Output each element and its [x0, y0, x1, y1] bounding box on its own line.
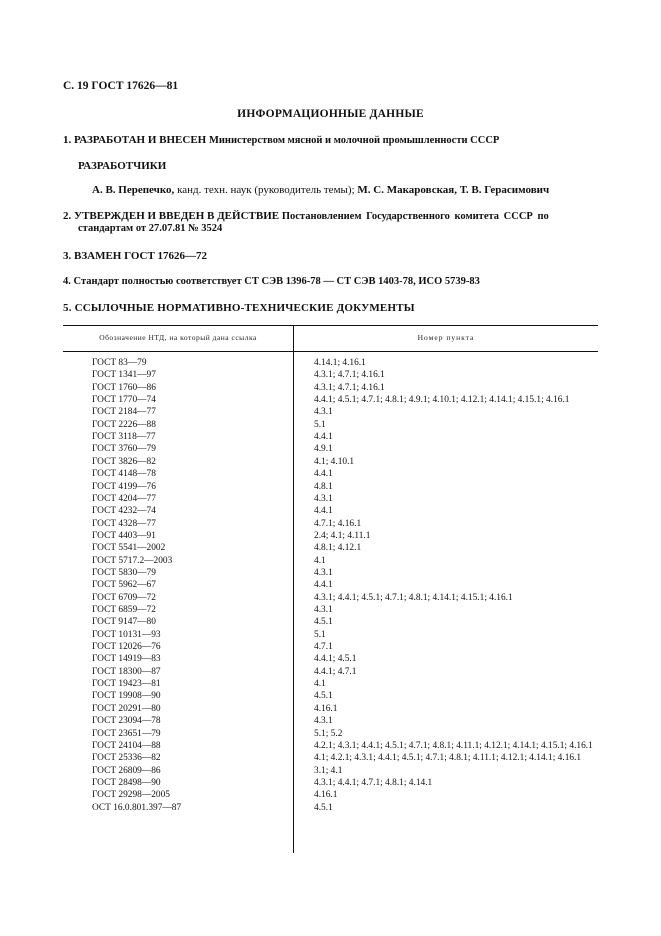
- table-top-rule: [63, 325, 598, 326]
- document-designation: ГОСТ 24104—88: [92, 740, 161, 751]
- table-row: [0, 629, 661, 641]
- table-row: [0, 641, 661, 653]
- document-designation: ГОСТ 5717.2—2003: [92, 555, 173, 566]
- item-numbers: 3.1; 4.1: [314, 765, 343, 776]
- document-designation: ГОСТ 5541—2002: [92, 543, 166, 554]
- developer-1-role: канд. техн. наук (руководитель темы);: [177, 184, 355, 196]
- table-row: [0, 382, 661, 394]
- section-4-number: 4.: [63, 276, 71, 287]
- item-numbers: 4.1: [314, 679, 326, 690]
- table-row: [0, 357, 661, 369]
- table-row: [0, 456, 661, 468]
- section-5-text: ССЫЛОЧНЫЕ НОРМАТИВНО-ТЕХНИЧЕСКИЕ ДОКУМЕНТЫ: [74, 302, 415, 314]
- table-row: [0, 518, 661, 530]
- document-designation: ГОСТ 23094—78: [92, 716, 161, 727]
- item-numbers: 4.3.1; 4.7.1; 4.16.1: [314, 382, 385, 393]
- table-row: [0, 740, 661, 752]
- table-row: [0, 592, 661, 604]
- item-numbers: 4.1: [314, 555, 326, 566]
- section-2-text-1: Постановлением Государственного комитета СССР по: [281, 211, 549, 222]
- section-4-text: Стандарт полностью соответствует СТ СЭВ 1396-78 — СТ СЭВ 1403-78, ИСО 5739-83: [73, 276, 480, 287]
- document-designation: ГОСТ 4199—76: [92, 481, 156, 492]
- item-numbers: 4.3.1; 4.4.1; 4.5.1; 4.7.1; 4.8.1; 4.14.1; 4.15.1; 4.16.1: [314, 592, 513, 603]
- section-2-heading: УТВЕРЖДЕН И ВВЕДЕН В ДЕЙСТВИЕ: [74, 210, 280, 222]
- table-header-rule: [63, 351, 598, 352]
- item-numbers: 4.3.1: [314, 716, 333, 727]
- item-numbers: 5.1: [314, 629, 326, 640]
- table-row: [0, 616, 661, 628]
- table-row: [0, 443, 661, 455]
- developer-1-name: А. В. Перепечко,: [92, 184, 175, 196]
- item-numbers: 4.14.1; 4.16.1: [314, 358, 366, 368]
- table-row: [0, 493, 661, 505]
- document-designation: ГОСТ 23651—79: [92, 728, 161, 739]
- document-designation: ГОСТ 19423—81: [92, 679, 161, 690]
- document-designation: ГОСТ 1341—97: [92, 370, 156, 381]
- document-designation: ГОСТ 83—79: [92, 358, 147, 368]
- item-numbers: 4.8.1; 4.12.1: [314, 543, 362, 554]
- item-numbers: 4.8.1: [314, 481, 333, 492]
- item-numbers: 4.3.1: [314, 605, 333, 615]
- item-numbers: 4.4.1: [314, 580, 333, 591]
- table-row: [0, 555, 661, 567]
- table-row: [0, 369, 661, 381]
- document-designation: ГОСТ 12026—76: [92, 642, 161, 653]
- item-numbers: 4.5.1: [314, 617, 333, 628]
- item-numbers: 5.1; 5.2: [314, 728, 343, 739]
- item-numbers: 4.3.1: [314, 493, 333, 504]
- document-designation: ГОСТ 6859—72: [92, 605, 156, 615]
- table-row: [0, 789, 661, 801]
- developers-others: М. С. Макаровская, Т. В. Герасимович: [357, 184, 550, 196]
- document-designation: ГОСТ 18300—87: [92, 666, 161, 677]
- document-designation: ГОСТ 10131—93: [92, 629, 161, 640]
- section-2-line-1: [63, 210, 549, 222]
- document-designation: ГОСТ 5962—67: [92, 580, 156, 591]
- document-designation: ГОСТ 6709—72: [92, 592, 156, 603]
- section-3-text: ВЗАМЕН ГОСТ 17626—72: [74, 250, 208, 262]
- section-1: [63, 134, 499, 146]
- section-1-heading: РАЗРАБОТАН И ВНЕСЕН: [74, 134, 207, 146]
- section-2-number: 2.: [63, 210, 72, 222]
- item-numbers: 4.3.1: [314, 407, 333, 418]
- table-row: [0, 703, 661, 715]
- document-designation: ГОСТ 28498—90: [92, 777, 161, 788]
- table-row: [0, 678, 661, 690]
- document-designation: ГОСТ 29298—2005: [92, 790, 170, 801]
- document-designation: ГОСТ 4403—91: [92, 530, 156, 541]
- document-designation: ГОСТ 3826—82: [92, 456, 156, 467]
- item-numbers: 4.1; 4.10.1: [314, 456, 355, 467]
- developers-line: [92, 184, 549, 196]
- table-row: [0, 752, 661, 764]
- table-row: [0, 666, 661, 678]
- item-numbers: 4.16.1: [314, 703, 338, 714]
- section-5-number: 5.: [63, 302, 72, 314]
- document-designation: ГОСТ 26809—86: [92, 765, 161, 776]
- column-header-items: Номер пункта: [417, 333, 475, 342]
- item-numbers: 4.1; 4.2.1; 4.3.1; 4.4.1; 4.5.1; 4.7.1; 4.8.1; 4.11.1; 4.12.1; 4.14.1; 4.16.1: [314, 753, 582, 764]
- table-row: [0, 567, 661, 579]
- document-designation: ГОСТ 1760—86: [92, 382, 156, 393]
- item-numbers: 4.7.1: [314, 642, 333, 653]
- section-5: [63, 302, 415, 314]
- document-designation: ГОСТ 19908—90: [92, 691, 161, 702]
- table-row: [0, 765, 661, 777]
- document-designation: ГОСТ 1770—74: [92, 395, 156, 406]
- item-numbers: 4.2.1; 4.3.1; 4.4.1; 4.5.1; 4.7.1; 4.8.1; 4.11.1; 4.12.1; 4.14.1; 4.15.1; 4.16.1: [314, 740, 593, 751]
- item-numbers: 4.4.1: [314, 506, 333, 517]
- table-row: [0, 431, 661, 443]
- document-designation: ГОСТ 3760—79: [92, 444, 156, 455]
- item-numbers: 4.3.1; 4.4.1; 4.7.1; 4.8.1; 4.14.1: [314, 777, 433, 788]
- table-row: [0, 419, 661, 431]
- table-row: [0, 653, 661, 665]
- table-row: [0, 468, 661, 480]
- table-row: [0, 406, 661, 418]
- document-designation: ГОСТ 2226—88: [92, 419, 156, 430]
- table-row: [0, 690, 661, 702]
- section-1-text: Министерством мясной и молочной промышленности СССР: [208, 135, 500, 146]
- document-designation: ГОСТ 4328—77: [92, 518, 156, 529]
- page-title: ИНФОРМАЦИОННЫЕ ДАННЫЕ: [237, 108, 424, 120]
- document-designation: ГОСТ 3118—77: [92, 432, 156, 443]
- section-3: [63, 250, 207, 262]
- item-numbers: 4.5.1: [314, 802, 333, 813]
- document-designation: ГОСТ 4204—77: [92, 493, 156, 504]
- document-designation: ГОСТ 2184—77: [92, 407, 156, 418]
- developers-heading: РАЗРАБОТЧИКИ: [78, 160, 167, 172]
- table-row: [0, 505, 661, 517]
- item-numbers: 4.4.1; 4.5.1; 4.7.1; 4.8.1; 4.9.1; 4.10.1; 4.12.1; 4.14.1; 4.15.1; 4.16.1: [314, 395, 570, 406]
- section-1-number: 1.: [63, 134, 72, 146]
- table-row: [0, 481, 661, 493]
- column-header-document: Обозначение НТД, на который дана ссылка: [99, 333, 257, 342]
- document-designation: ГОСТ 25336—82: [92, 753, 161, 764]
- document-designation: ГОСТ 14919—83: [92, 654, 161, 665]
- table-row: [0, 542, 661, 554]
- table-row: [0, 530, 661, 542]
- section-4: [63, 276, 480, 287]
- section-3-number: 3.: [63, 250, 72, 262]
- item-numbers: 5.1: [314, 419, 326, 430]
- item-numbers: 4.4.1; 4.5.1: [314, 654, 357, 665]
- document-designation: ГОСТ 9147—80: [92, 617, 156, 628]
- page-header: С. 19 ГОСТ 17626—81: [63, 80, 179, 92]
- table-row: [0, 728, 661, 740]
- item-numbers: 4.5.1: [314, 691, 333, 702]
- table-row: [0, 579, 661, 591]
- table-row: [0, 777, 661, 789]
- item-numbers: 4.9.1: [314, 444, 333, 455]
- item-numbers: 4.3.1; 4.7.1; 4.16.1: [314, 370, 385, 381]
- document-designation: ГОСТ 4148—78: [92, 469, 156, 480]
- table-row: [0, 715, 661, 727]
- document-designation: ГОСТ 5830—79: [92, 567, 156, 578]
- table-row: [0, 802, 661, 814]
- item-numbers: 4.3.1: [314, 567, 333, 578]
- document-designation: ОСТ 16.0.801.397—87: [92, 802, 182, 813]
- table-row: [0, 394, 661, 406]
- item-numbers: 4.4.1: [314, 432, 333, 443]
- table-row: [0, 604, 661, 616]
- section-2-text-2: стандартам от 27.07.81 № 3524: [78, 223, 223, 234]
- item-numbers: 4.16.1: [314, 790, 338, 801]
- item-numbers: 4.4.1: [314, 469, 333, 480]
- document-designation: ГОСТ 20291—80: [92, 703, 161, 714]
- item-numbers: 2.4; 4.1; 4.11.1: [314, 530, 371, 541]
- item-numbers: 4.7.1; 4.16.1: [314, 518, 362, 529]
- item-numbers: 4.4.1; 4.7.1: [314, 666, 357, 677]
- document-designation: ГОСТ 4232—74: [92, 506, 156, 517]
